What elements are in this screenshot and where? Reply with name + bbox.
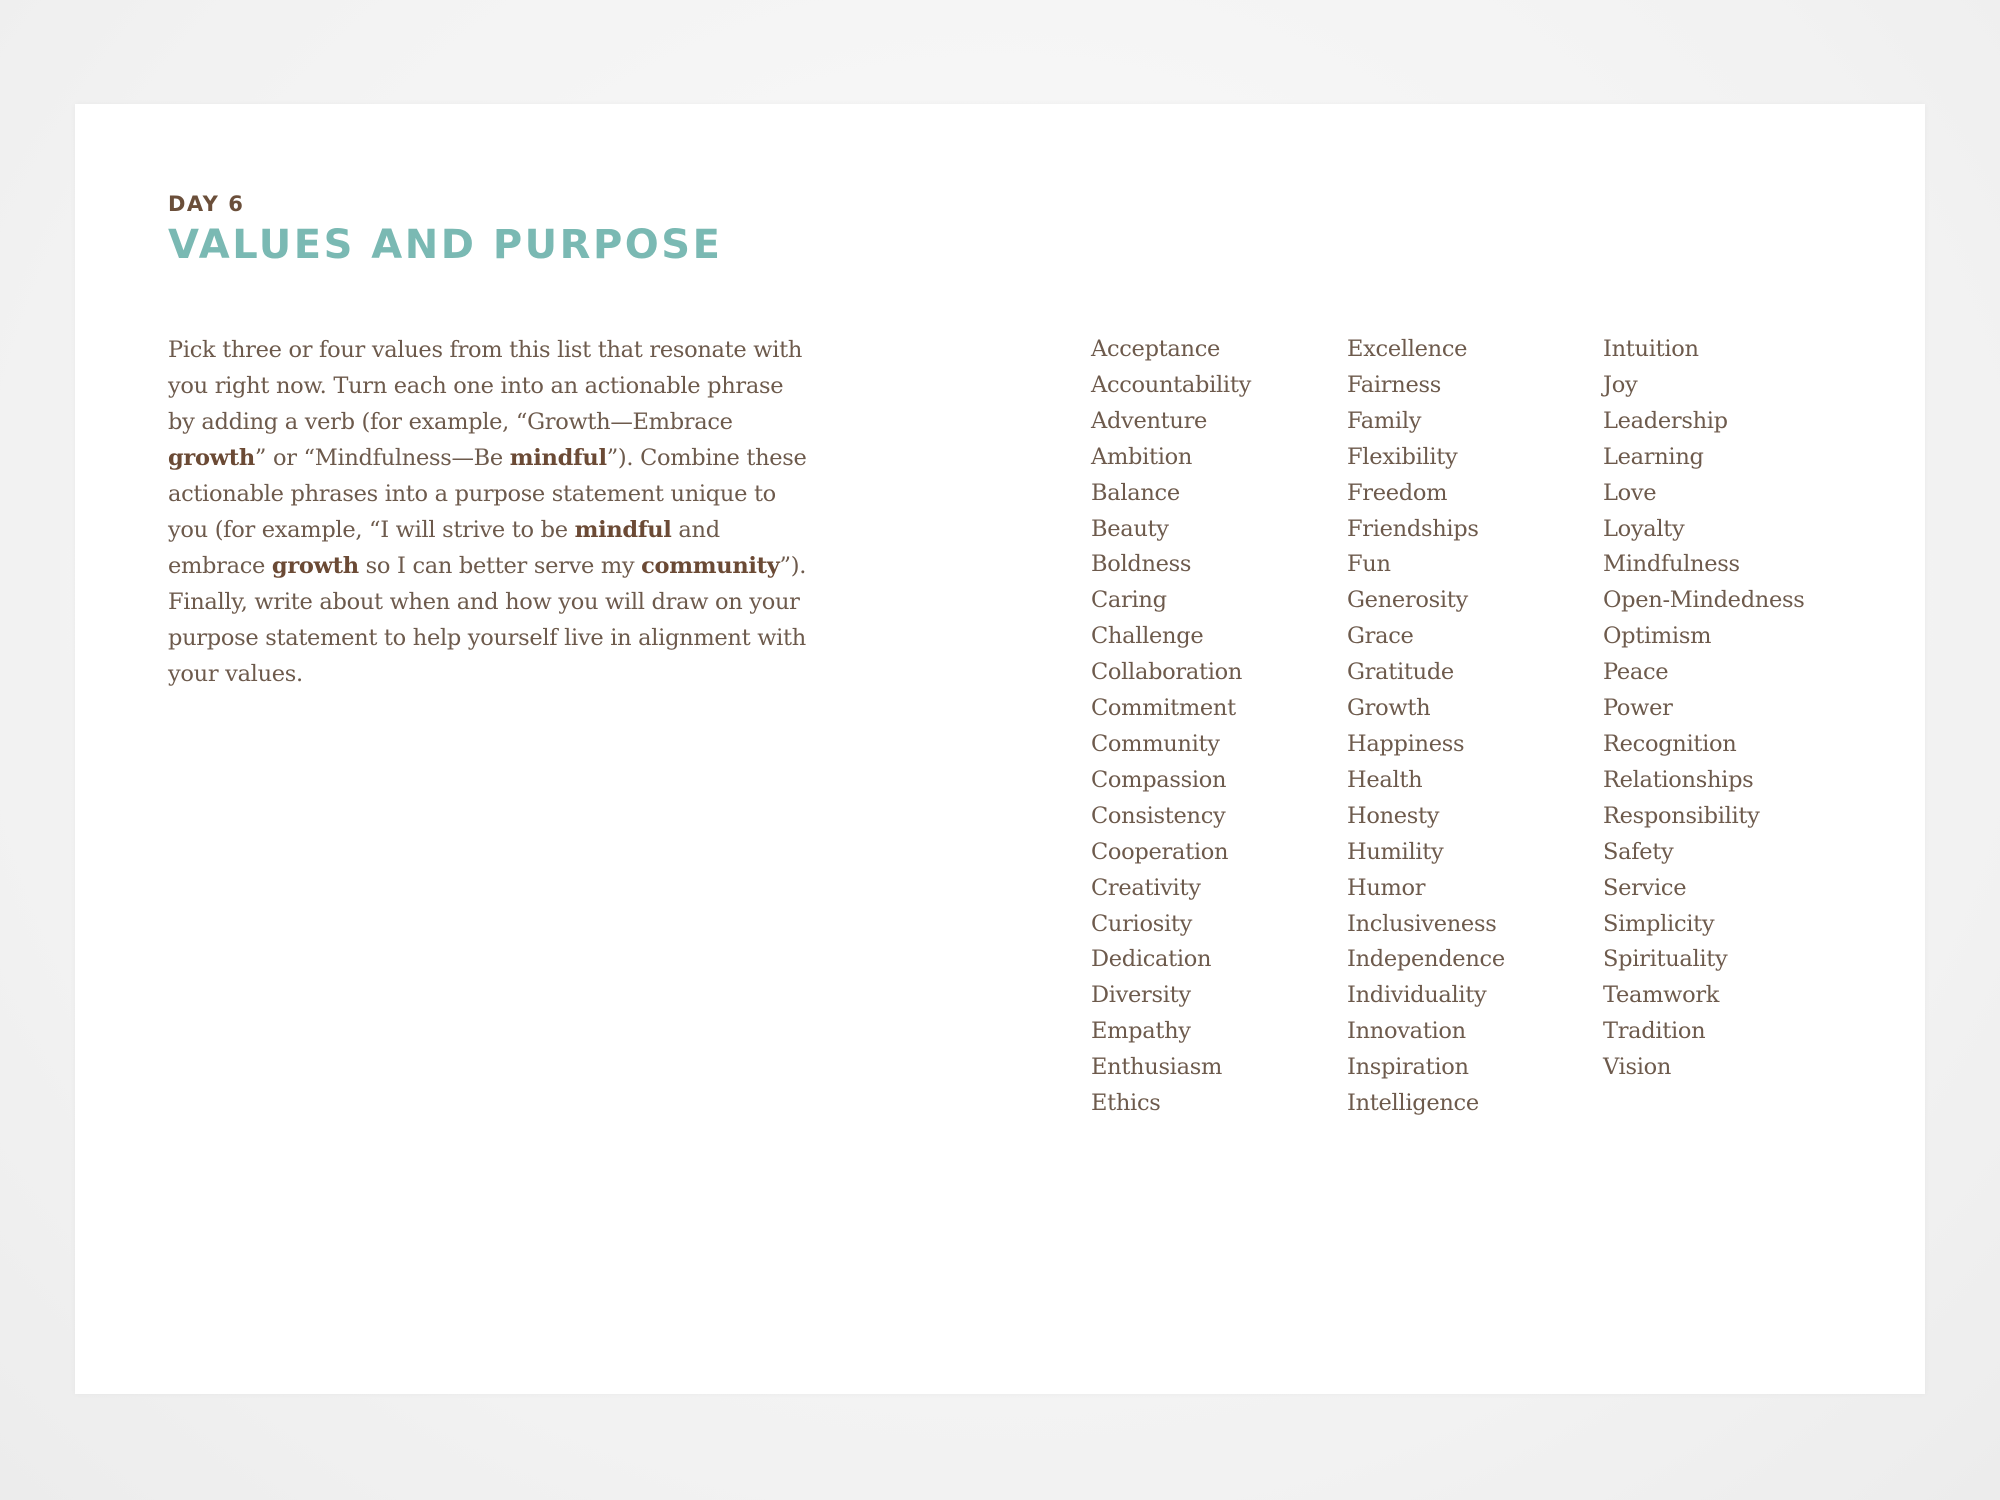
values-column-3 bbox=[1603, 332, 1805, 1086]
value-item: Caring bbox=[1091, 587, 1167, 614]
value-item: Open-Mindedness bbox=[1603, 587, 1805, 614]
value-item: Flexibility bbox=[1347, 443, 1458, 470]
value-item: Peace bbox=[1603, 659, 1669, 686]
book-page bbox=[75, 104, 1925, 1394]
value-item: Leadership bbox=[1603, 407, 1728, 434]
value-item: Challenge bbox=[1091, 623, 1204, 650]
values-column-2 bbox=[1347, 332, 1505, 1122]
value-item: Humility bbox=[1347, 838, 1444, 865]
value-item: Happiness bbox=[1347, 730, 1465, 757]
value-item: Inspiration bbox=[1347, 1054, 1469, 1081]
value-item: Optimism bbox=[1603, 623, 1712, 650]
value-item: Adventure bbox=[1091, 407, 1208, 434]
value-item: Community bbox=[1091, 730, 1220, 757]
value-item: Humor bbox=[1347, 874, 1426, 901]
value-item: Balance bbox=[1091, 479, 1180, 506]
instructions-text: ”). Combine these actionable phrases into a purpose statement unique to you (for example, “I will strive to be bbox=[168, 445, 807, 543]
values-column-1 bbox=[1091, 332, 1251, 1122]
value-item: Tradition bbox=[1603, 1018, 1706, 1045]
value-item: Honesty bbox=[1347, 802, 1440, 829]
value-item: Diversity bbox=[1091, 982, 1191, 1009]
value-item: Joy bbox=[1603, 371, 1638, 398]
instructions-emphasis: mindful bbox=[509, 445, 607, 471]
value-item: Excellence bbox=[1347, 336, 1468, 362]
value-item: Recognition bbox=[1603, 730, 1737, 757]
value-item: Dedication bbox=[1091, 946, 1212, 973]
value-item: Commitment bbox=[1091, 695, 1236, 722]
value-item: Growth bbox=[1347, 695, 1431, 722]
value-item: Safety bbox=[1603, 838, 1674, 865]
value-item: Intelligence bbox=[1347, 1090, 1479, 1117]
instructions-emphasis: mindful bbox=[574, 517, 672, 543]
value-item: Acceptance bbox=[1091, 336, 1221, 362]
value-item: Empathy bbox=[1091, 1018, 1191, 1045]
instructions-text: and embrace bbox=[168, 517, 720, 579]
value-item: Mindfulness bbox=[1603, 551, 1740, 578]
value-item: Power bbox=[1603, 695, 1673, 722]
value-item: Creativity bbox=[1091, 874, 1201, 901]
value-item: Fun bbox=[1347, 551, 1391, 578]
day-label: DAY 6 bbox=[168, 192, 245, 216]
value-item: Health bbox=[1347, 766, 1423, 793]
value-item: Consistency bbox=[1091, 802, 1226, 829]
value-item: Ethics bbox=[1091, 1090, 1161, 1117]
instructions-emphasis: growth bbox=[168, 445, 255, 471]
value-item: Accountability bbox=[1091, 371, 1251, 398]
value-item: Boldness bbox=[1091, 551, 1192, 578]
value-item: Grace bbox=[1347, 623, 1414, 650]
value-item: Generosity bbox=[1347, 587, 1468, 614]
value-item: Beauty bbox=[1091, 515, 1169, 542]
value-item: Compassion bbox=[1091, 766, 1227, 793]
value-item: Family bbox=[1347, 407, 1422, 434]
value-item: Loyalty bbox=[1603, 515, 1685, 542]
value-item: Learning bbox=[1603, 443, 1704, 470]
value-item: Friendships bbox=[1347, 515, 1479, 542]
value-item: Relationships bbox=[1603, 766, 1754, 793]
value-item: Love bbox=[1603, 479, 1657, 506]
instructions-paragraph bbox=[168, 332, 808, 692]
value-item: Intuition bbox=[1603, 336, 1699, 362]
value-item: Teamwork bbox=[1603, 982, 1720, 1009]
value-item: Independence bbox=[1347, 946, 1505, 973]
value-item: Responsibility bbox=[1603, 802, 1760, 829]
instructions-emphasis: growth bbox=[271, 553, 359, 579]
value-item: Enthusiasm bbox=[1091, 1054, 1222, 1081]
value-item: Gratitude bbox=[1347, 659, 1454, 686]
value-item: Cooperation bbox=[1091, 838, 1229, 865]
value-item: Curiosity bbox=[1091, 910, 1193, 937]
value-item: Spirituality bbox=[1603, 946, 1728, 973]
value-item: Inclusiveness bbox=[1347, 910, 1497, 937]
value-item: Ambition bbox=[1091, 443, 1193, 470]
instructions-text: so I can better serve my bbox=[358, 553, 642, 579]
value-item: Freedom bbox=[1347, 479, 1448, 506]
value-item: Innovation bbox=[1347, 1018, 1466, 1045]
value-item: Vision bbox=[1603, 1054, 1672, 1081]
value-item: Service bbox=[1603, 874, 1687, 901]
page-title: VALUES AND PURPOSE bbox=[168, 222, 723, 268]
instructions-text: ”). Finally, write about when and how you will draw on your purpose statement to help yourself live in alignment with your values. bbox=[168, 553, 807, 687]
value-item: Simplicity bbox=[1603, 910, 1715, 937]
instructions-text: Pick three or four values from this list that resonate with you right now. Turn each one into an actionable phrase by adding a verb (for example, “Growth—Embrace bbox=[168, 337, 803, 435]
value-item: Collaboration bbox=[1091, 659, 1243, 686]
instructions-emphasis: community bbox=[641, 553, 780, 579]
instructions-text: ” or “Mindfulness—Be bbox=[254, 445, 510, 471]
value-item: Individuality bbox=[1347, 982, 1487, 1009]
value-item: Fairness bbox=[1347, 371, 1441, 398]
